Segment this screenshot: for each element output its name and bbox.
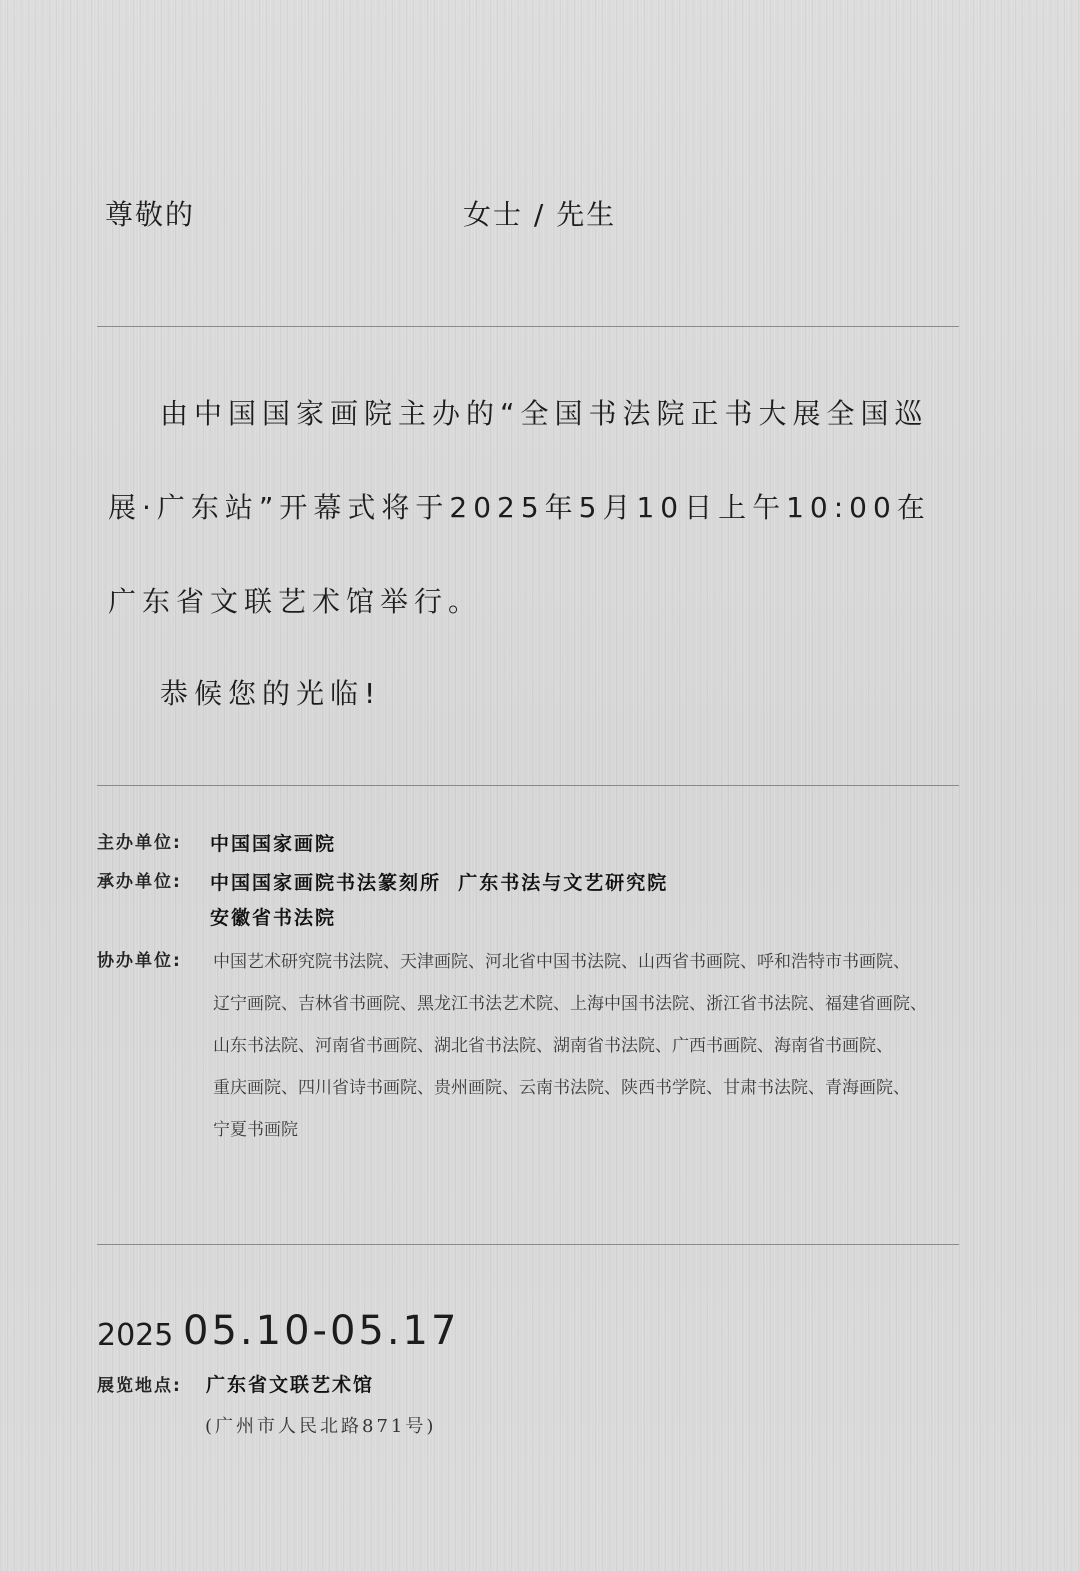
divider-top bbox=[97, 326, 959, 327]
coorganizer-line-4: 重庆画院、四川省诗书画院、贵州画院、云南书法院、陕西书学院、甘肃书法院、青海画院、 bbox=[213, 1078, 910, 1098]
invitation-line-2: 展·广东站”开幕式将于2025年5月10日上午10:00在 bbox=[108, 491, 931, 524]
divider-bottom bbox=[97, 1244, 959, 1245]
salutation: 尊敬的 bbox=[105, 198, 196, 231]
invitation-line-3: 广东省文联艺术馆举行。 bbox=[108, 585, 483, 618]
host-name: 中国国家画院 bbox=[210, 833, 337, 855]
coorganizer-line-5: 宁夏书画院 bbox=[213, 1120, 298, 1140]
divider-middle bbox=[97, 785, 959, 786]
exhibition-dates: 05.10-05.17 bbox=[183, 1308, 460, 1354]
coorganizer-label: 协办单位: bbox=[97, 951, 182, 971]
venue-name: 广东省文联艺术馆 bbox=[206, 1374, 375, 1396]
undertaker-line-2: 安徽省书法院 bbox=[210, 907, 337, 929]
undertaker-line-1: 中国国家画院书法篆刻所 广东书法与文艺研究院 bbox=[210, 872, 669, 894]
venue-label: 展览地点: bbox=[97, 1376, 182, 1396]
invitation-closing: 恭候您的光临! bbox=[160, 677, 382, 710]
coorganizer-line-2: 辽宁画院、吉林省书画院、黑龙江书法艺术院、上海中国书法院、浙江省书法院、福建省画院、 bbox=[213, 994, 927, 1014]
invitation-line-1: 由中国国家画院主办的“全国书法院正书大展全国巡 bbox=[160, 397, 929, 430]
honorific: 女士 / 先生 bbox=[463, 198, 617, 231]
coorganizer-line-3: 山东书法院、河南省书画院、湖北省书法院、湖南省书法院、广西书画院、海南省书画院、 bbox=[213, 1036, 893, 1056]
coorganizer-line-1: 中国艺术研究院书法院、天津画院、河北省中国书法院、山西省书画院、呼和浩特市书画院、 bbox=[213, 952, 910, 972]
exhibition-year: 2025 bbox=[97, 1318, 174, 1353]
venue-address: (广州市人民北路871号) bbox=[205, 1416, 437, 1437]
host-label: 主办单位: bbox=[97, 833, 182, 853]
undertaker-label: 承办单位: bbox=[97, 872, 182, 892]
